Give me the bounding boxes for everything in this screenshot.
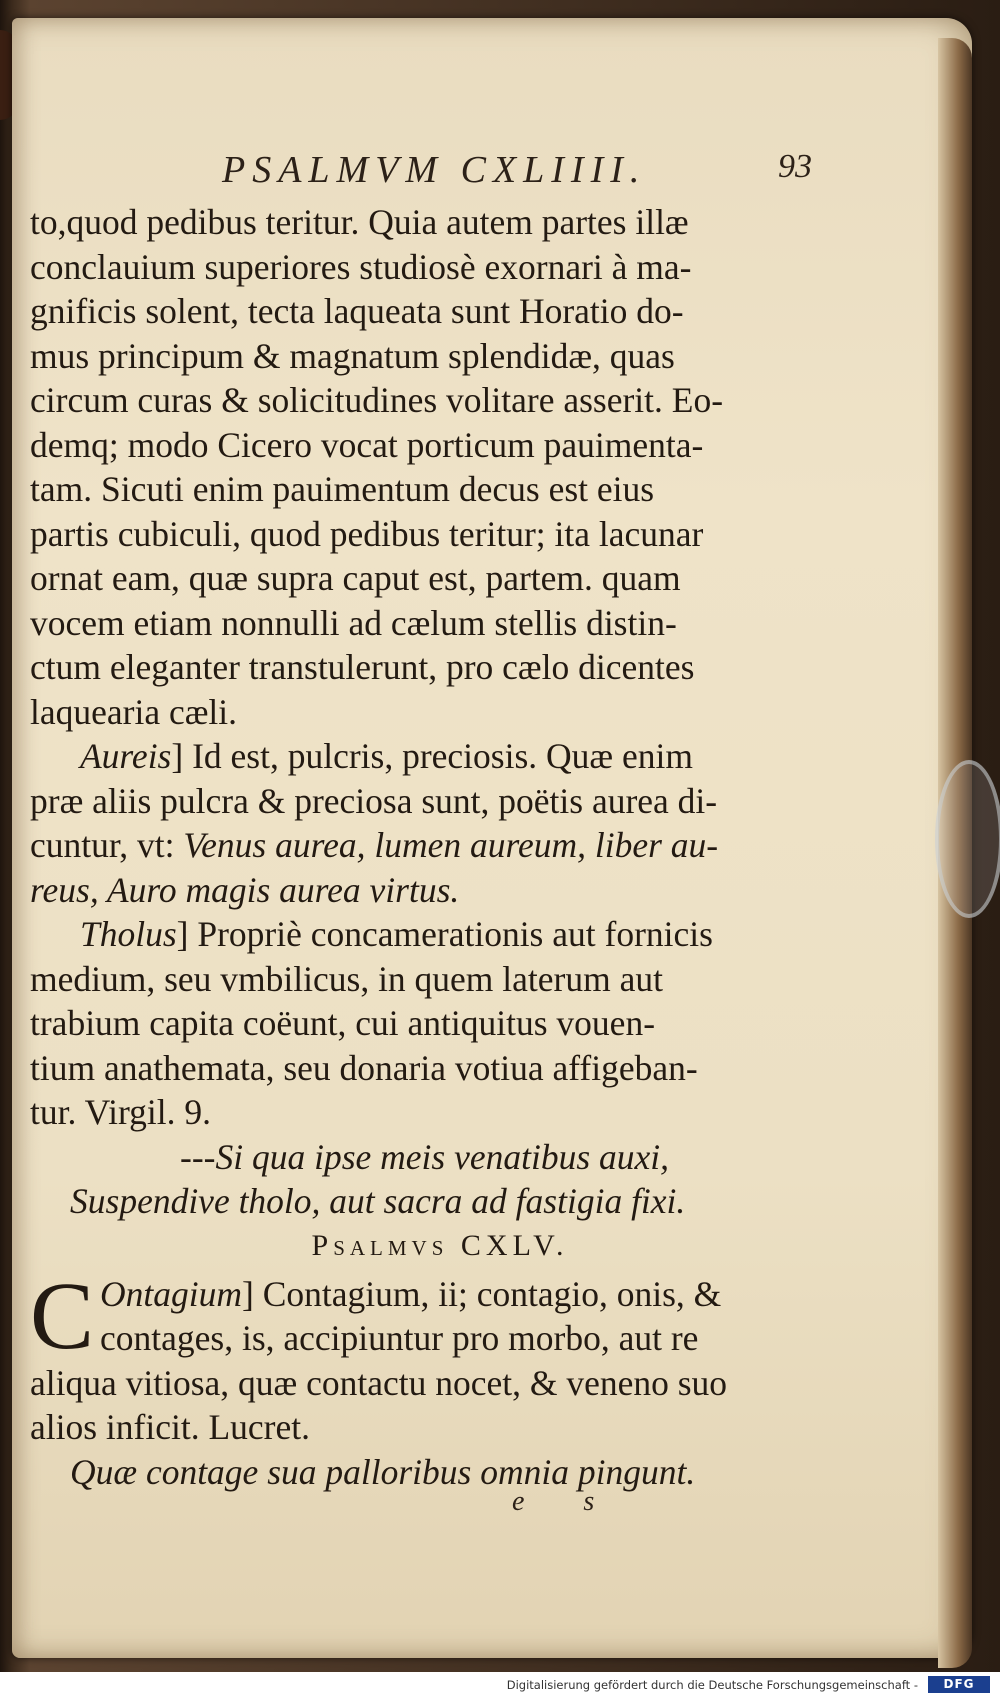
aureis-entry-line (30, 734, 820, 779)
contagium-text: ] Contagium, ii; contagio, onis, & (242, 1273, 722, 1314)
text-line: alios inficit. Lucret. (30, 1407, 310, 1447)
text-line: partis cubiculi, quod pedibus teritur; ita lacunar (30, 513, 704, 554)
book-page (12, 18, 972, 1658)
text-line: præ aliis pulcra & preciosa sunt, poëtis aurea di- (30, 780, 718, 821)
text-line: laquearia cæli. (30, 691, 237, 732)
verse-line: Suspendive tholo, aut sacra ad fastigia fixi. (70, 1181, 686, 1221)
footer-bar (0, 1672, 1000, 1696)
text-line: mus principum & magnatum splendidæ, quas (30, 335, 675, 376)
body-text (30, 200, 820, 1494)
catchword: e s (512, 1486, 621, 1517)
tholus-entry-line (30, 912, 820, 957)
text-line: tium anathemata, seu donaria votiua affigeban- (30, 1047, 698, 1088)
text-line: ctum eleganter transtulerunt, pro cælo dicentes (30, 647, 695, 687)
contagium-entry (30, 1261, 820, 1450)
text-line: tam. Sicuti enim pauimentum decus est eius (30, 469, 655, 509)
page-number: 93 (778, 148, 812, 185)
text-line: circum curas & solicitudines volitare asserit. Eo- (30, 380, 724, 420)
tholus-lemma: Tholus (80, 914, 177, 954)
text-line: gnificis solent, tecta laqueata sunt Horatio do- (30, 291, 684, 331)
paper-clip (935, 760, 1000, 918)
text-line: vocem etiam nonnulli ad cælum stellis distin- (30, 602, 677, 643)
lucretius-quote: Quæ contage sua palloribus omnia pingunt. (70, 1451, 696, 1492)
tholus-text: ] Propriè concamerationis aut fornicis (176, 914, 713, 954)
text-line: ornat eam, quæ supra caput est, partem. quam (30, 558, 681, 598)
dfg-logo: DFG (928, 1676, 990, 1693)
text-line: reus, Auro magis aurea virtus. (30, 869, 460, 910)
text-line: contages, is, accipiuntur pro morbo, aut re (100, 1318, 699, 1358)
aureis-text: cuntur, vt: (30, 825, 184, 865)
contagium-entry-line (30, 1272, 820, 1317)
verse-line: ---Si qua ipse meis venatibus auxi, (180, 1136, 670, 1177)
text-line: to,quod pedibus teritur. Quia autem partes illæ (30, 202, 689, 242)
running-header (202, 148, 842, 198)
section-heading: Psalmvs CXLV. (311, 1228, 569, 1262)
text-line: conclauium superiores studiosè exornari à ma- (30, 246, 692, 287)
aureis-example-line (30, 823, 820, 868)
text-line: demq; modo Cicero vocat porticum pauimenta- (30, 424, 704, 465)
funding-credit: Digitalisierung gefördert durch die Deutsche Forschungsgemeinschaft - (506, 1678, 918, 1692)
aureis-text: ] Id est, pulcris, preciosis. Quæ enim (171, 736, 693, 776)
running-title: PSALMVM CXLIIII. (222, 149, 647, 191)
text-line: tur. Virgil. 9. (30, 1092, 211, 1132)
aureis-lemma: Aureis (80, 736, 172, 776)
text-line: aliqua vitiosa, quæ contactu nocet, & veneno suo (30, 1362, 728, 1403)
drop-initial: C (30, 1261, 95, 1369)
text-line: trabium capita coëunt, cui antiquitus vouen- (30, 1003, 656, 1043)
aureis-examples: Venus aurea, lumen aureum, liber au- (183, 825, 719, 865)
contagium-lemma: Ontagium (100, 1273, 243, 1314)
text-line: medium, seu vmbilicus, in quem laterum aut (30, 958, 663, 999)
